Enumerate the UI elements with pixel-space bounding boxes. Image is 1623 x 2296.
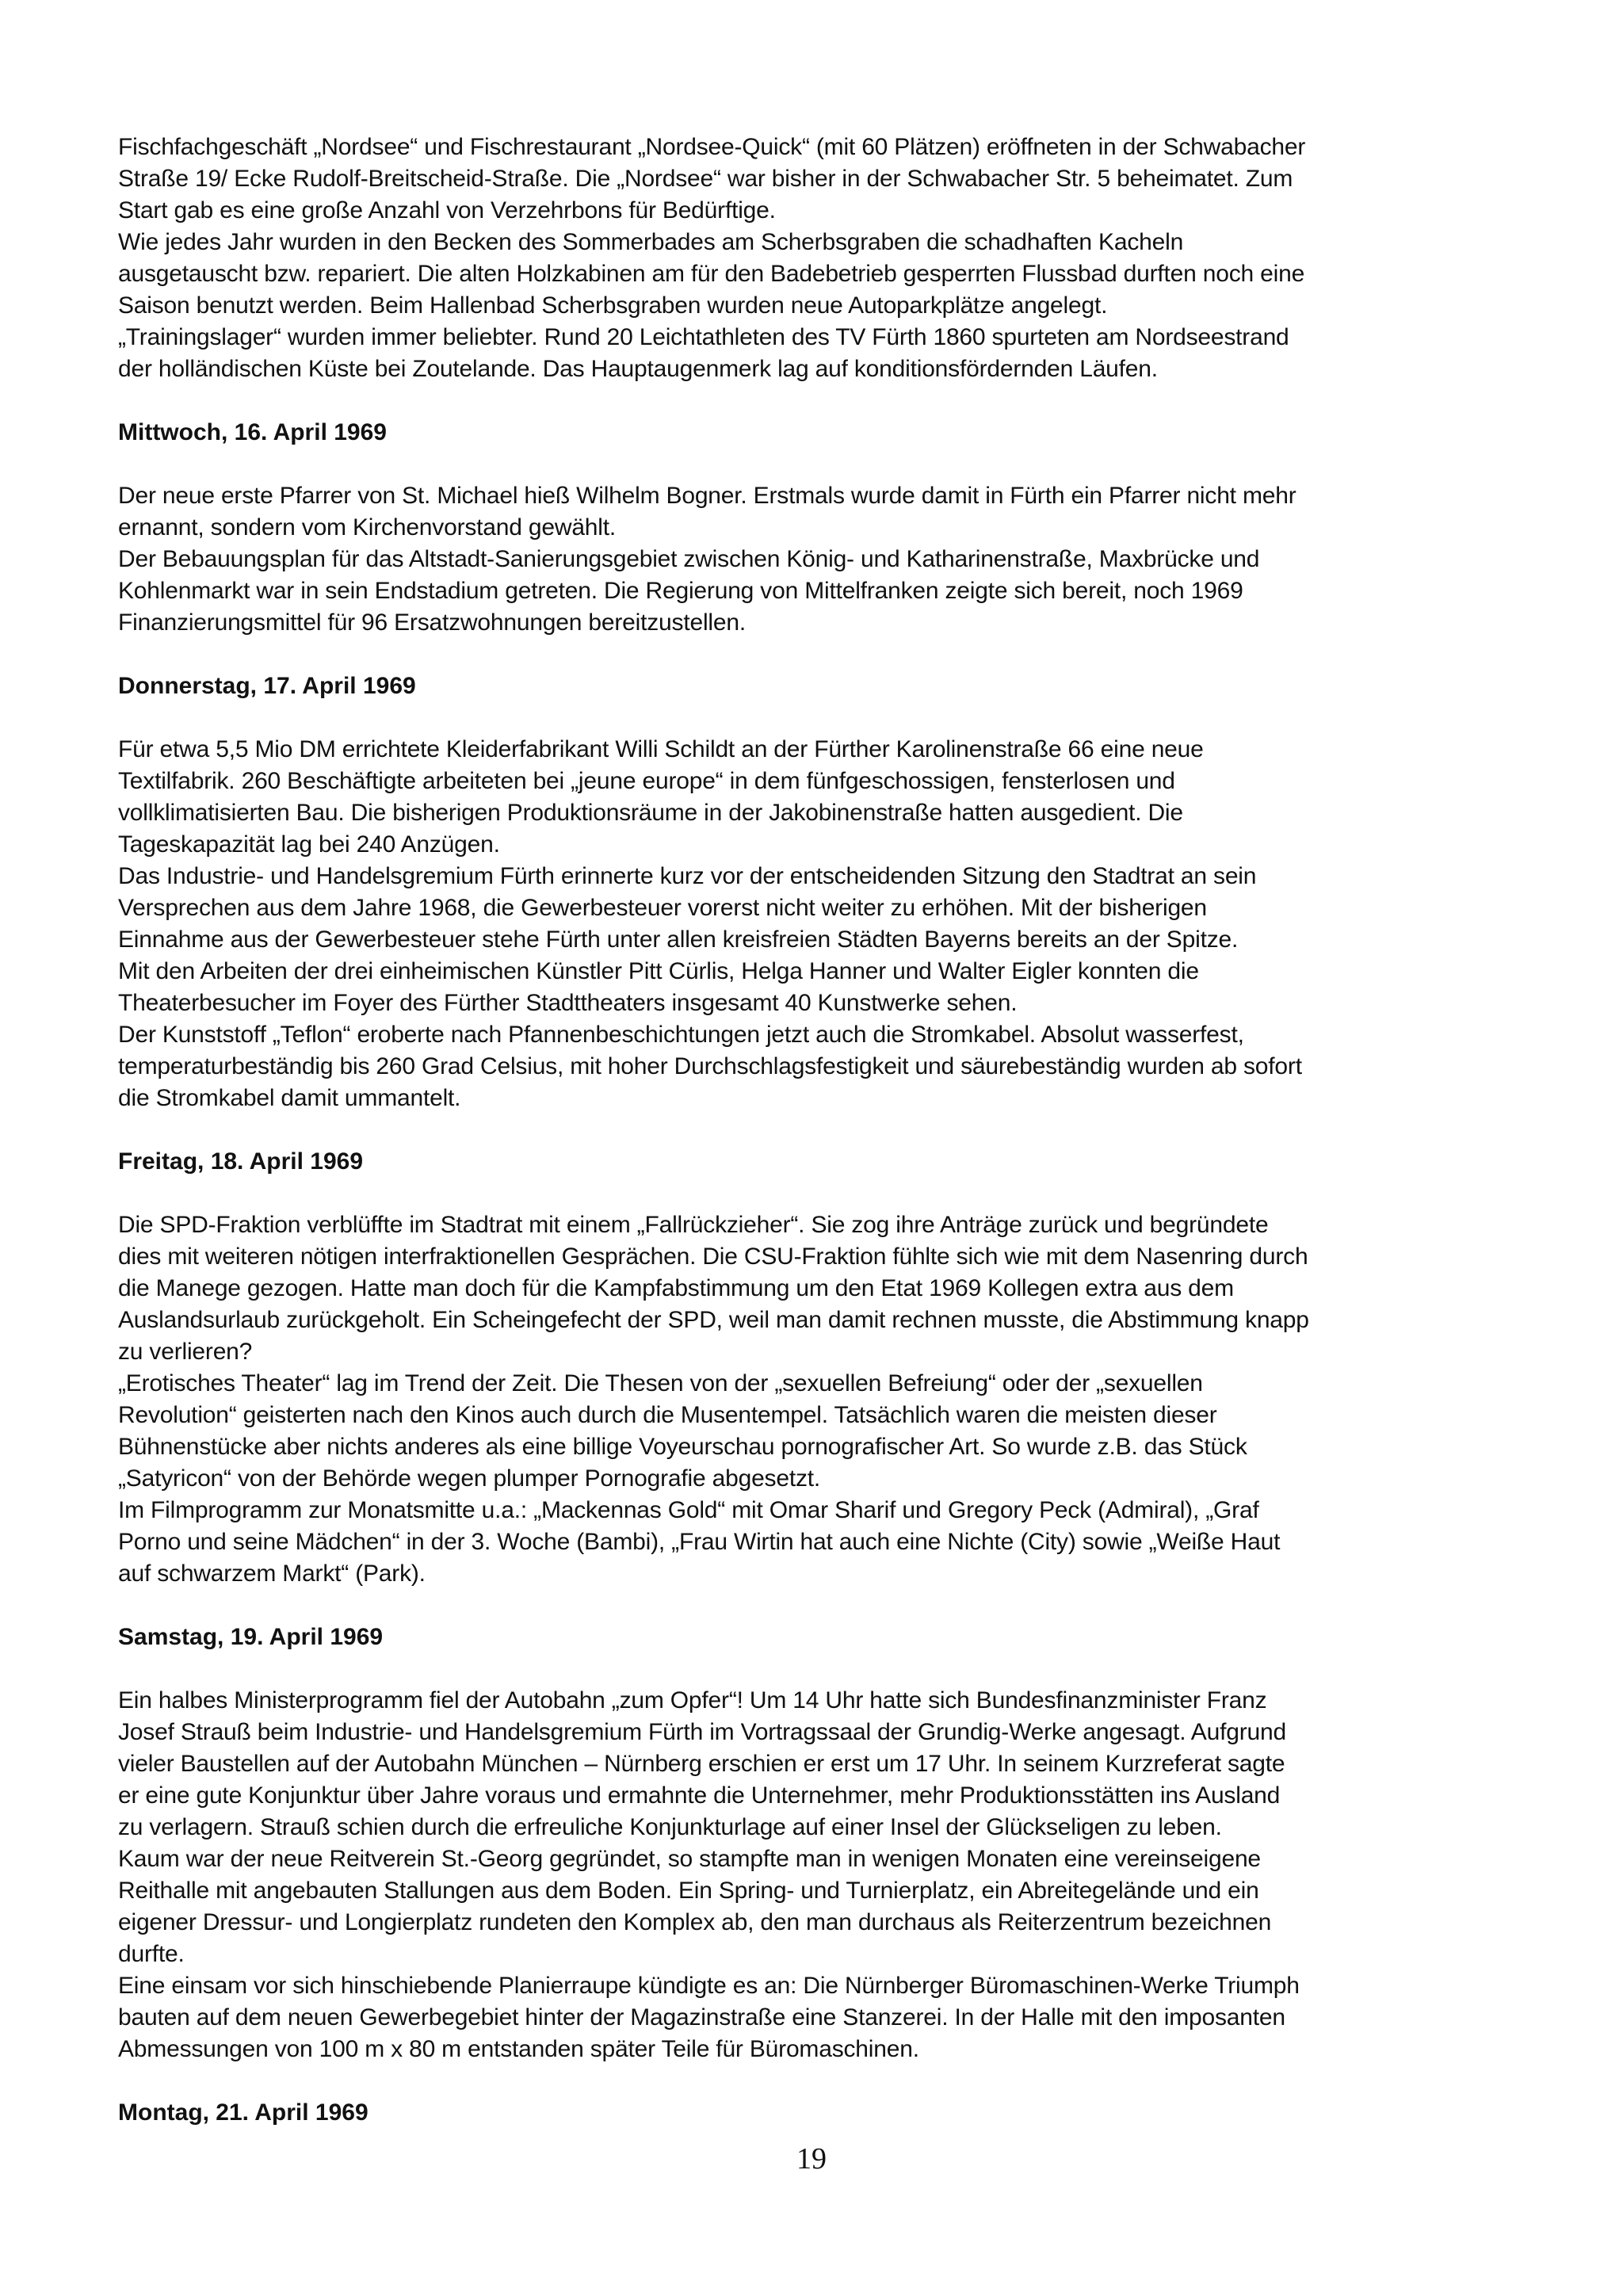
text-line: der holländischen Küste bei Zoutelande. Das Hauptaugenmerk lag auf konditionsfördernden Läufen. (118, 356, 1158, 382)
text-line: „Erotisches Theater“ lag im Trend der Zeit. Die Thesen von der „sexuellen Befreiung“ oder der „sexuellen (118, 1370, 1203, 1396)
text-line: Abmessungen von 100 m x 80 m entstanden später Teile für Büromaschinen. (118, 2036, 919, 2062)
paragraph (118, 1368, 1521, 1495)
text-line: zu verlieren? (118, 1339, 253, 1365)
text-line: er eine gute Konjunktur über Jahre voraus und ermahnte die Unternehmer, mehr Produktionsstätten ins Ausland (118, 1782, 1281, 1809)
text-line: Revolution“ geisterten nach den Kinos auch durch die Musentempel. Tatsächlich waren die meisten dieser (118, 1402, 1217, 1428)
text-line: Der Bebauungsplan für das Altstadt-Sanierungsgebiet zwischen König- und Katharinenstraße, Maxbrücke und (118, 546, 1260, 572)
text-line: Finanzierungsmittel für 96 Ersatzwohnungen bereitzustellen. (118, 609, 746, 636)
day-section (118, 417, 1521, 639)
text-line: Ein halbes Ministerprogramm fiel der Autobahn „zum Opfer“! Um 14 Uhr hatte sich Bundesfinanzminister Franz (118, 1687, 1267, 1713)
paragraph (118, 1209, 1521, 1368)
paragraph (118, 1019, 1521, 1114)
day-section (118, 2097, 1521, 2129)
text-line: eigener Dressur- und Longierplatz rundeten den Komplex ab, den man durchaus als Reiterzentrum bezeichnen (118, 1909, 1272, 1935)
paragraph (118, 861, 1521, 956)
text-line: Eine einsam vor sich hinschiebende Planierraupe kündigte es an: Die Nürnberger Büromaschinen-Werke Triumph (118, 1973, 1300, 1999)
text-line: Bühnenstücke aber nichts anderes als eine billige Voyeurschau pornografischer Art. So wurde z.B. das Stück (118, 1434, 1247, 1460)
page-number: 19 (796, 2142, 827, 2176)
paragraph (118, 132, 1521, 227)
date-heading: Mittwoch, 16. April 1969 (118, 419, 387, 445)
text-line: zu verlagern. Strauß schien durch die erfreuliche Konjunkturlage auf einer Insel der Glückseligen zu leben. (118, 1814, 1222, 1840)
text-line: Josef Strauß beim Industrie- und Handelsgremium Fürth im Vortragssaal der Grundig-Werke angesagt. Aufgrund (118, 1719, 1286, 1745)
text-line: Kohlenmarkt war in sein Endstadium getreten. Die Regierung von Mittelfranken zeigte sich bereit, noch 1969 (118, 578, 1243, 604)
text-line: die Manege gezogen. Hatte man doch für die Kampfabstimmung um den Etat 1969 Kollegen extra aus dem (118, 1275, 1234, 1301)
day-section (118, 1622, 1521, 2065)
text-line: Kaum war der neue Reitverein St.-Georg gegründet, so stampfte man in wenigen Monaten eine vereinseigene (118, 1846, 1261, 1872)
paragraph (118, 734, 1521, 861)
text-line: Porno und seine Mädchen“ in der 3. Woche (Bambi), „Frau Wirtin hat auch eine Nichte (City) sowie „Weiße Haut (118, 1529, 1281, 1555)
paragraph (118, 956, 1521, 1019)
text-line: Textilfabrik. 260 Beschäftigte arbeiteten bei „jeune europe“ in dem fünfgeschossigen, fensterlosen und (118, 768, 1175, 794)
paragraph (118, 480, 1521, 544)
text-line: Mit den Arbeiten der drei einheimischen Künstler Pitt Cürlis, Helga Hanner und Walter Eigler konnten die (118, 958, 1199, 984)
text-line: Fischfachgeschäft „Nordsee“ und Fischrestaurant „Nordsee-Quick“ (mit 60 Plätzen) eröffneten in der Schwabacher (118, 134, 1306, 160)
text-line: ernannt, sondern vom Kirchenvorstand gewählt. (118, 514, 617, 541)
paragraph (118, 322, 1521, 385)
date-heading: Montag, 21. April 1969 (118, 2099, 369, 2126)
document-body (118, 132, 1521, 2160)
text-line: bauten auf dem neuen Gewerbegebiet hinter der Magazinstraße eine Stanzerei. In der Halle mit den imposanten (118, 2004, 1285, 2030)
text-line: vollklimatisierten Bau. Die bisherigen Produktionsräume in der Jakobinenstraße hatten ausgedient. Die (118, 800, 1183, 826)
text-line: „Satyricon“ von der Behörde wegen plumper Pornografie abgesetzt. (118, 1465, 821, 1492)
text-line: ausgetauscht bzw. repariert. Die alten Holzkabinen am für den Badebetrieb gesperrten Flussbad durften noch eine (118, 261, 1305, 287)
paragraph (118, 227, 1521, 322)
text-line: Der Kunststoff „Teflon“ eroberte nach Pfannenbeschichtungen jetzt auch die Stromkabel. Absolut wasserfest, (118, 1022, 1244, 1048)
text-line: Reithalle mit angebauten Stallungen aus dem Boden. Ein Spring- und Turnierplatz, ein Abreitegelände und ein (118, 1878, 1259, 1904)
paragraph (118, 1843, 1521, 1970)
text-line: Versprechen aus dem Jahre 1968, die Gewerbesteuer vorerst nicht weiter zu erhöhen. Mit der bisherigen (118, 895, 1207, 921)
paragraph (118, 1685, 1521, 1843)
text-line: Das Industrie- und Handelsgremium Fürth erinnerte kurz vor der entscheidenden Sitzung den Stadtrat an sein (118, 863, 1257, 889)
text-line: Start gab es eine große Anzahl von Verzehrbons für Bedürftige. (118, 197, 776, 223)
text-line: Auslandsurlaub zurückgeholt. Ein Scheingefecht der SPD, weil man damit rechnen musste, die Abstimmung knapp (118, 1307, 1309, 1333)
text-line: Theaterbesucher im Foyer des Fürther Stadttheaters insgesamt 40 Kunstwerke sehen. (118, 990, 1018, 1016)
text-line: temperaturbeständig bis 260 Grad Celsius, mit hoher Durchschlagsfestigkeit und säurebeständig wurden ab sofort (118, 1053, 1302, 1079)
day-section (118, 670, 1521, 1114)
text-line: Saison benutzt werden. Beim Hallenbad Scherbsgraben wurden neue Autoparkplätze angelegt. (118, 292, 1108, 319)
text-line: Straße 19/ Ecke Rudolf-Breitscheid-Straße. Die „Nordsee“ war bisher in der Schwabacher Str. 5 beheimatet. Zum (118, 166, 1293, 192)
text-line: die Stromkabel damit ummantelt. (118, 1085, 461, 1111)
day-section (118, 132, 1521, 385)
text-line: „Trainingslager“ wurden immer beliebter. Rund 20 Leichtathleten des TV Fürth 1860 spurteten am Nordseestrand (118, 324, 1289, 350)
paragraph (118, 1970, 1521, 2065)
date-heading: Samstag, 19. April 1969 (118, 1624, 384, 1650)
text-line: Im Filmprogramm zur Monatsmitte u.a.: „Mackennas Gold“ mit Omar Sharif und Gregory Peck (Admiral), „Graf (118, 1497, 1259, 1523)
text-line: Tageskapazität lag bei 240 Anzügen. (118, 831, 500, 858)
text-line: vieler Baustellen auf der Autobahn München – Nürnberg erschien er erst um 17 Uhr. In seinem Kurzreferat sagte (118, 1751, 1285, 1777)
text-line: Einnahme aus der Gewerbesteuer stehe Fürth unter allen kreisfreien Städten Bayerns bereits an der Spitze. (118, 926, 1239, 953)
text-line: Wie jedes Jahr wurden in den Becken des Sommerbades am Scherbsgraben die schadhaften Kacheln (118, 229, 1184, 255)
text-line: Der neue erste Pfarrer von St. Michael hieß Wilhelm Bogner. Erstmals wurde damit in Fürth ein Pfarrer nicht mehr (118, 483, 1296, 509)
text-line: durfte. (118, 1941, 185, 1967)
date-heading: Freitag, 18. April 1969 (118, 1148, 364, 1175)
date-heading: Donnerstag, 17. April 1969 (118, 673, 416, 699)
text-line: Für etwa 5,5 Mio DM errichtete Kleiderfabrikant Willi Schildt an der Fürther Karolinenstraße 66 eine neue (118, 736, 1204, 762)
paragraph (118, 544, 1521, 639)
text-line: auf schwarzem Markt“ (Park). (118, 1561, 426, 1587)
paragraph (118, 1495, 1521, 1590)
text-line: Die SPD-Fraktion verblüffte im Stadtrat mit einem „Fallrückzieher“. Sie zog ihre Anträge zurück und begründete (118, 1212, 1269, 1238)
day-section (118, 1146, 1521, 1590)
text-line: dies mit weiteren nötigen interfraktionellen Gesprächen. Die CSU-Fraktion fühlte sich wie mit dem Nasenring durch (118, 1244, 1308, 1270)
